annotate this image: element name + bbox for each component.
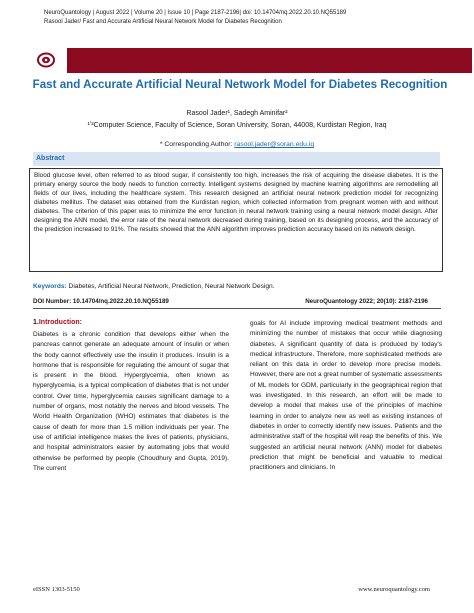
abstract-heading: Abstract: [36, 155, 65, 162]
article-title: Fast and Accurate Artificial Neural Network Model for Diabetes Recognition: [32, 78, 448, 91]
footer-website: www.neuroquantology.com: [358, 586, 430, 593]
abstract-header-bar: [33, 152, 440, 166]
corresponding-author: [0, 141, 474, 148]
footer-issn: eISSN 1303-5150: [33, 586, 80, 593]
keywords-list: Diabetes, Artificial Neural Network, Prediction, Neural Network Design.: [66, 283, 275, 290]
corresponding-label: * Corresponding Author:: [159, 141, 235, 148]
section-heading-introduction: [33, 319, 82, 326]
neuroquantology-logo-icon: [37, 52, 55, 68]
section-title: Introduction:: [38, 319, 82, 326]
running-header-article: Rasool Jader/ Fast and Accurate Artificial Neural Network Model for Diabetes Recognition: [44, 19, 282, 25]
body-column-left: Diabetes is a chronic condition that develops either when the pancreas cannot generate an adequate amount of insulin or when the body cannot effectively use the insulin it produces. Insulin is a hormone that is responsible for regulating the amount of sugar that is present in the blood. Hyperglycemia, often known as hyperglycemia, is a typical complication of diabetes that is not under control. Over time, hyperglycemia causes significant damage to a number of organs, most notably the nerves and blood vessels. The World Health Organization (WHO) estimates that diabetes is the cause of death for more than 1.5 million individuals per year. The use of artificial intelligence makes the lives of patients, physicians, and hospital administrators easier by automating jobs that would otherwise be performed by people (Choudhury and Gupta, 2019). The current: [33, 331, 229, 472]
doi-number: DOI Number: 10.14704/nq.2022.20.10.NQ55189: [33, 298, 169, 305]
keywords: [33, 283, 275, 290]
keywords-label: Keywords:: [33, 283, 67, 290]
authors: Rasool Jader¹, Sadegh Aminifar²: [186, 110, 288, 117]
abstract-text: Blood glucose level, often referred to as blood sugar, if consistently too high, increases the risk of acquiring the disease diabetes. It is the primary energy source the body needs to function correctly. Intelligent systems designed by machine learning algorithms are remodelling all fields of our lives, including the healthcare system. This research designed an artificial neural network prediction model for recognizing diabetes mellitus. The dataset was obtained from the Kurdistan region, which collected information from pregnant women with and without diabetes. The criterion of this paper was to minimize the error function in neural network training using a neural network model design. After designing the ANN model, the error rate of the neural network decreased during training, based on its designing process, and the accuracy of the prediction increased to 91%. The results showed that the ANN algorithm improves prediction accuracy based on its network design.: [29, 168, 443, 272]
body-column-right: goals for AI include improving medical treatment methods and minimizing the number of mistakes that occur while diagnosing diabetes. A significant quantity of data is produced by today's medical infrastructure. Therefore, more sophisticated methods are reliant on this data in order to develop more precise models. However, there are not a great number of systematic assessments of ML models for GDM, particularly in the geographical region that was investigated. In this research, an effort will be made to develop a model that makes use of the principles of machine learning in order to analyze new as well as existing instances of diabetes in order to correctly identify new issues. Patients and the administrative staff of the hospital will reap the benefits of this. We suggested an artificial neural network (ANN) model for diabetes prediction that might be beneficial and valuable to medical practitioners and clinicians. In: [250, 320, 442, 472]
author-email-link[interactable]: rasool.jader@soran.edu.iq: [234, 141, 315, 148]
affiliation: ¹ʼ²Computer Science, Faculty of Science, Soran University, Soran, 44008, Kurdistan Region, Iraq: [87, 122, 387, 129]
journal-banner: [33, 48, 472, 73]
running-header-citation: NeuroQuantology | August 2022 | Volume 20 | Issue 10 | Page 2187-2196| doi: 10.14704/nq.2022.20.10.NQ55189: [44, 10, 347, 16]
divider: [33, 308, 441, 309]
journal-citation: NeuroQuantology 2022; 20(10): 2187-2196: [305, 298, 428, 305]
section-number: 1.: [33, 319, 39, 326]
